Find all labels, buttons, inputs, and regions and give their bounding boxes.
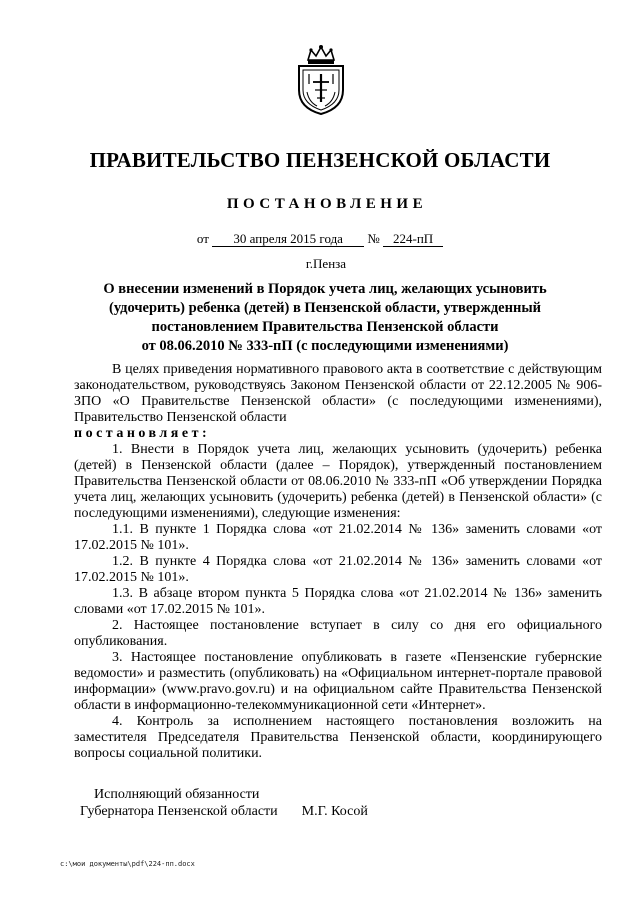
resolution-heading bbox=[60, 280, 590, 356]
signatory-name: М.Г. Косой bbox=[301, 804, 368, 819]
signatory-position: Губернатора Пензенской области bbox=[80, 804, 278, 819]
item-2-paragraph: 2. Настоящее постановление вступает в силу со дня его официального опубликования. bbox=[74, 618, 602, 649]
date-number-line bbox=[0, 231, 640, 247]
file-path-footer: c:\мои документы\pdf\224-пп.docx bbox=[60, 860, 195, 868]
number-value: 224-пП bbox=[383, 232, 443, 247]
item-1-2-paragraph: 1.2. В пункте 4 Порядка слова «от 21.02.2014 № 136» заменить словами «от 17.02.2015 № 101». bbox=[74, 554, 602, 585]
date-value: 30 апреля 2015 года bbox=[212, 232, 364, 247]
date-prefix: от bbox=[196, 231, 209, 246]
document-type: ПОСТАНОВЛЕНИЕ bbox=[226, 196, 428, 212]
resolves-word: постановляет: bbox=[74, 426, 211, 441]
heading-line: (удочерить) ребенка (детей) в Пензенской области, утвержденный bbox=[108, 300, 541, 316]
item-1-3-paragraph: 1.3. В абзаце втором пункта 5 Порядка слова «от 21.02.2014 № 136» заменить словами «от 17.02.2015 № 101». bbox=[74, 586, 602, 617]
signature-block bbox=[80, 786, 600, 820]
heading-line: О внесении изменений в Порядок учета лиц, желающих усыновить bbox=[103, 281, 547, 297]
item-1-1-paragraph: 1.1. В пункте 1 Порядка слова «от 21.02.2014 № 136» заменить словами «от 17.02.2015 № 101». bbox=[74, 522, 602, 553]
intro-paragraph bbox=[74, 362, 602, 442]
signatory-line bbox=[80, 803, 600, 820]
government-title: ПРАВИТЕЛЬСТВО ПЕНЗЕНСКОЙ ОБЛАСТИ bbox=[89, 148, 551, 172]
signatory-position-line: Исполняющий обязанности bbox=[94, 787, 260, 802]
item-1-paragraph: 1. Внести в Порядок учета лиц, желающих усыновить (удочерить) ребенка (детей) в Пензенской области (далее – Порядок), утвержденный постановлением Правительства Пензенской области от 08.06.2010 № 333-пП «Об утверждении Порядка учета лиц, желающих усыновить (удочерить) ребенка (детей) в Пензенской области» (с последующими изменениями), следующие изменения: bbox=[74, 442, 602, 521]
item-3-paragraph: 3. Настоящее постановление опубликовать в газете «Пензенские губернские ведомости» и разместить (опубликовать) на «Официальном интернет-портале правовой информации» (www.pravo.gov.ru) и на официальном сайте Правительства Пензенской области в информационно-телекоммуникационной сети «Интернет». bbox=[74, 650, 602, 713]
number-sign: № bbox=[367, 231, 380, 246]
heading-line: от 08.06.2010 № 333-пП (с последующими изменениями) bbox=[141, 338, 509, 354]
penza-coat-of-arms-icon bbox=[291, 44, 351, 116]
item-4-paragraph: 4. Контроль за исполнением настоящего постановления возложить на заместителя Председателя Правительства Пензенской области, координирующего вопросы социальной политики. bbox=[74, 714, 602, 761]
city-label: г.Пенза bbox=[305, 256, 347, 271]
resolution-body bbox=[74, 362, 602, 762]
intro-text: В целях приведения нормативного правового акта в соответствие с действующим законодательством, руководствуясь Законом Пензенской области от 22.12.2005 № 906-ЗПО «О Правительстве Пензенской области» (с последующими изменениями), Правительство Пензенской области bbox=[74, 362, 602, 425]
heading-line: постановлением Правительства Пензенской области bbox=[151, 319, 499, 335]
